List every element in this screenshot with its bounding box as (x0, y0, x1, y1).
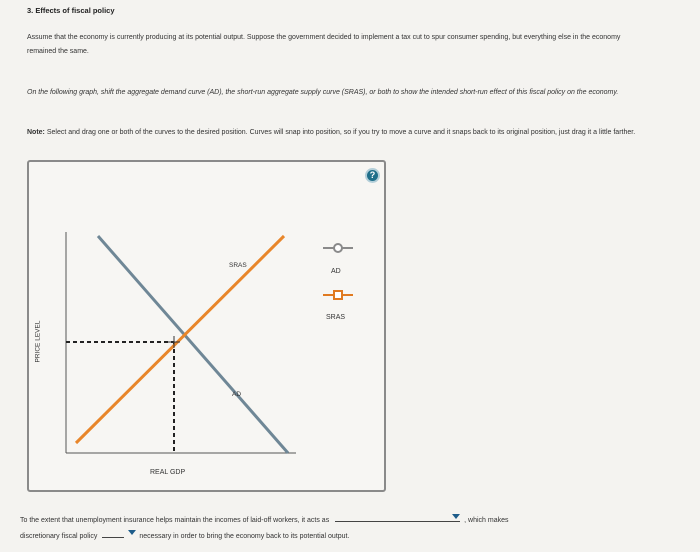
followup-text-middle: , which makes (464, 517, 509, 524)
intro-paragraph: Assume that the economy is currently producing at its potential output. Suppose the government decided to implement a tax cut to spur consumer spending, but everything else in the economy remained the same. (27, 34, 621, 55)
y-axis-label: PRICE LEVEL (34, 320, 42, 363)
note-label: Note: (27, 129, 45, 136)
sras-curve-label: SRAS (229, 262, 247, 269)
x-axis-label: REAL GDP (150, 469, 186, 476)
followup-text-end: necessary in order to bring the economy back to its potential output. (139, 533, 350, 540)
ad-curve-label: AD (232, 391, 242, 398)
automatic-stabilizer-dropdown[interactable] (335, 513, 460, 522)
question-title: 3. Effects of fiscal policy (27, 6, 115, 15)
chevron-down-icon (452, 514, 460, 519)
note-text: Select and drag one or both of the curves to the desired position. Curves will snap into position, so if you try to move a curve and it snaps back to its original position, just drag it a little farther. (44, 129, 636, 136)
instruction-paragraph: On the following graph, shift the aggregate demand curve (AD), the short-run aggregate supply curve (SRAS), or both to show the intended short-run effect of this fiscal policy on the economy. (27, 89, 619, 96)
ad-curve[interactable] (98, 236, 288, 453)
followup-text-before: To the extent that unemployment insurance helps maintain the incomes of laid-off workers, it acts as (20, 517, 330, 524)
help-icon[interactable]: ? (365, 168, 380, 183)
followup-text-line2: discretionary fiscal policy (20, 533, 98, 540)
legend-ad-marker[interactable] (334, 244, 342, 252)
legend-sras-marker[interactable] (334, 291, 342, 299)
legend-ad-label: AD (331, 268, 341, 275)
chevron-down-icon (128, 530, 136, 535)
legend-sras-label: SRAS (326, 314, 346, 321)
followup-question (20, 513, 700, 545)
necessity-dropdown[interactable] (102, 529, 124, 538)
